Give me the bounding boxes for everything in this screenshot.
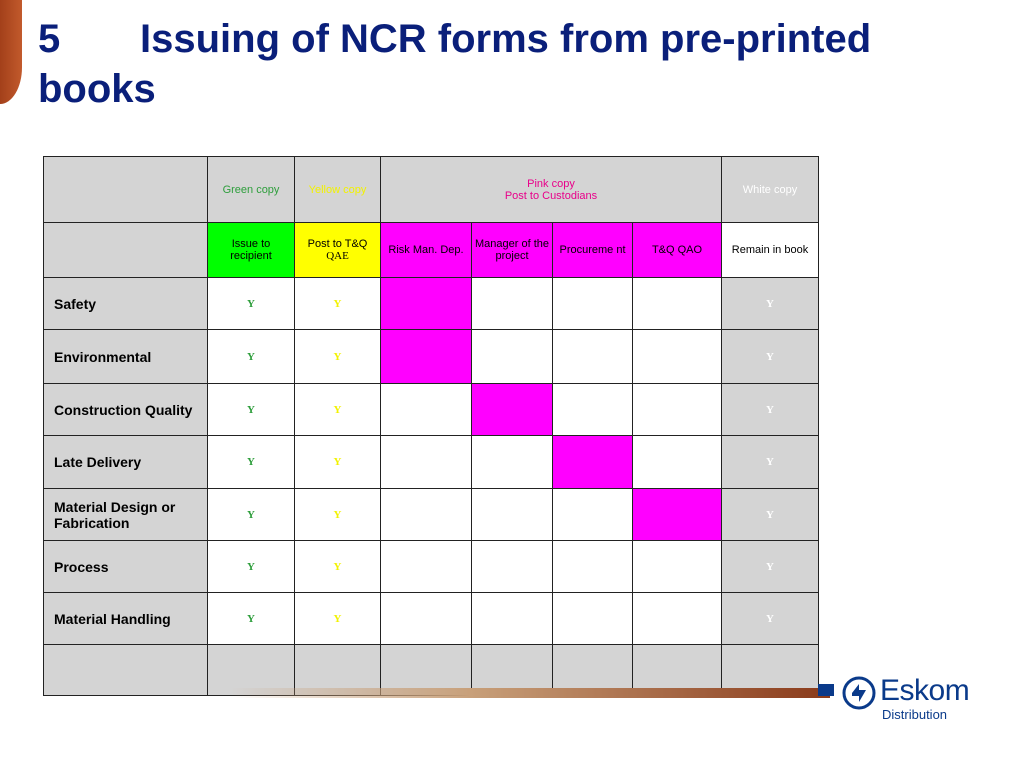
table-row	[44, 384, 819, 436]
row-label: Construction Quality	[44, 384, 208, 436]
row-label: Safety	[44, 278, 208, 330]
manager-project-header: Manager of the project	[472, 223, 553, 278]
corner-decoration	[0, 0, 22, 104]
qae-label: QAE	[326, 250, 349, 262]
pink-copy-cell	[381, 489, 472, 541]
ncr-distribution-table	[43, 156, 819, 696]
subheader-blank-cell	[44, 223, 208, 278]
yellow-copy-mark: Y	[295, 384, 381, 436]
white-copy-mark: Y	[722, 593, 819, 645]
title-number: 5	[38, 17, 61, 61]
remain-in-book-header: Remain in book	[722, 223, 819, 278]
green-copy-mark: Y	[208, 489, 295, 541]
pink-copy-header	[381, 157, 722, 223]
yellow-copy-mark: Y	[295, 489, 381, 541]
pink-copy-cell	[553, 541, 633, 593]
page-title	[38, 14, 998, 114]
pink-copy-cell	[633, 436, 722, 489]
pink-copy-cell	[381, 330, 472, 384]
pink-copy-sublabel: Post to Custodians	[504, 189, 598, 202]
white-copy-mark: Y	[722, 541, 819, 593]
sub-header-row	[44, 223, 819, 278]
table-row	[44, 436, 819, 489]
pink-copy-cell	[381, 278, 472, 330]
risk-man-dep-header: Risk Man. Dep.	[381, 223, 472, 278]
pink-copy-cell	[553, 330, 633, 384]
yellow-copy-mark: Y	[295, 593, 381, 645]
green-copy-mark: Y	[208, 278, 295, 330]
green-copy-mark: Y	[208, 330, 295, 384]
table-row	[44, 489, 819, 541]
yellow-copy-mark: Y	[295, 436, 381, 489]
eskom-logo-icon	[842, 676, 876, 710]
pink-copy-cell	[472, 330, 553, 384]
pink-copy-cell	[633, 278, 722, 330]
header-blank-cell	[44, 157, 208, 223]
pink-copy-cell	[381, 541, 472, 593]
pink-copy-cell	[472, 436, 553, 489]
footer-accent	[818, 684, 834, 696]
white-copy-mark: Y	[722, 436, 819, 489]
white-copy-mark: Y	[722, 330, 819, 384]
eskom-logo	[842, 674, 982, 724]
pink-copy-cell	[633, 384, 722, 436]
pink-copy-cell	[381, 593, 472, 645]
table-row	[44, 330, 819, 384]
tq-qao-header: T&Q QAO	[633, 223, 722, 278]
pink-copy-cell	[381, 436, 472, 489]
table-row	[44, 278, 819, 330]
white-copy-mark: Y	[722, 384, 819, 436]
pink-copy-cell	[381, 384, 472, 436]
pink-copy-cell	[553, 593, 633, 645]
white-copy-mark: Y	[722, 489, 819, 541]
yellow-copy-header: Yellow copy	[295, 157, 381, 223]
row-label: Material Design or Fabrication	[44, 489, 208, 541]
pink-copy-cell	[633, 541, 722, 593]
footer-divider	[230, 688, 830, 698]
yellow-copy-mark: Y	[295, 278, 381, 330]
row-label: Process	[44, 541, 208, 593]
empty-cell	[44, 645, 208, 696]
yellow-copy-mark: Y	[295, 330, 381, 384]
logo-name: Eskom	[880, 674, 970, 707]
row-label: Material Handling	[44, 593, 208, 645]
pink-copy-cell	[553, 278, 633, 330]
pink-copy-cell	[633, 593, 722, 645]
issue-to-recipient-header: Issue to recipient	[208, 223, 295, 278]
green-copy-mark: Y	[208, 436, 295, 489]
pink-copy-cell	[553, 489, 633, 541]
table-row	[44, 593, 819, 645]
pink-copy-cell	[472, 384, 553, 436]
pink-copy-label: Pink copy	[527, 177, 575, 190]
green-copy-mark: Y	[208, 384, 295, 436]
green-copy-mark: Y	[208, 541, 295, 593]
logo-subtitle: Distribution	[882, 707, 948, 722]
table-row	[44, 541, 819, 593]
row-label: Environmental	[44, 330, 208, 384]
yellow-copy-mark: Y	[295, 541, 381, 593]
pink-copy-cell	[553, 384, 633, 436]
post-to-tq-label: Post to T&Q	[307, 238, 368, 250]
pink-copy-cell	[633, 489, 722, 541]
green-copy-header: Green copy	[208, 157, 295, 223]
pink-copy-cell	[472, 278, 553, 330]
green-copy-mark: Y	[208, 593, 295, 645]
pink-copy-cell	[472, 593, 553, 645]
pink-copy-cell	[472, 489, 553, 541]
pink-copy-cell	[553, 436, 633, 489]
pink-copy-cell	[472, 541, 553, 593]
row-label: Late Delivery	[44, 436, 208, 489]
white-copy-mark: Y	[722, 278, 819, 330]
procurement-header: Procureme nt	[553, 223, 633, 278]
post-to-tq-header	[295, 223, 381, 278]
copy-header-row	[44, 157, 819, 223]
white-copy-header: White copy	[722, 157, 819, 223]
title-text: Issuing of NCR forms from pre-printed books	[38, 17, 872, 111]
pink-copy-cell	[633, 330, 722, 384]
